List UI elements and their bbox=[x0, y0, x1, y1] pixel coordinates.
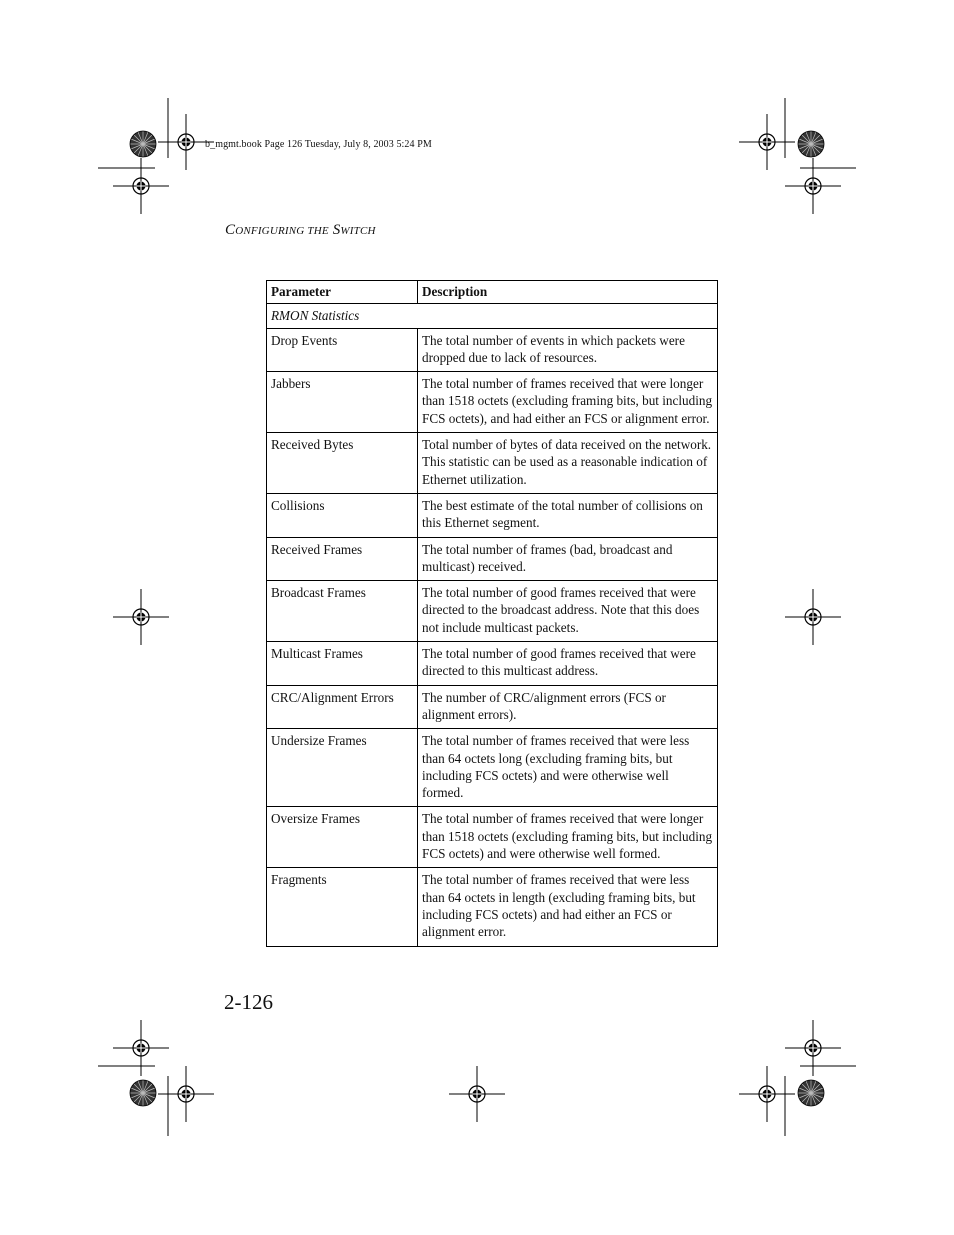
parameter-cell: Collisions bbox=[267, 493, 418, 537]
parameter-cell: Fragments bbox=[267, 868, 418, 946]
parameter-cell: Drop Events bbox=[267, 328, 418, 372]
column-header-description: Description bbox=[418, 281, 718, 304]
table-section-row bbox=[267, 304, 718, 328]
starburst-mark-bottom-right bbox=[798, 1080, 824, 1106]
parameter-cell: Received Frames bbox=[267, 537, 418, 581]
description-cell: The total number of frames received that were less than 64 octets long (excluding framing bits, but including FCS octets) and were otherwise well formed. bbox=[418, 729, 718, 807]
table-row bbox=[267, 372, 718, 433]
running-head bbox=[225, 222, 376, 239]
parameter-cell: Received Bytes bbox=[267, 433, 418, 494]
description-cell: The number of CRC/alignment errors (FCS or alignment errors). bbox=[418, 685, 718, 729]
description-cell: The total number of good frames received that were directed to this multicast address. bbox=[418, 642, 718, 686]
registration-target-icon bbox=[785, 1020, 841, 1076]
parameter-cell: Undersize Frames bbox=[267, 729, 418, 807]
description-cell: The total number of good frames received that were directed to the broadcast address. Note that this does not include multicast packets. bbox=[418, 581, 718, 642]
table-row bbox=[267, 685, 718, 729]
running-head-small-1: ONFIGURING THE bbox=[235, 225, 329, 237]
running-head-small-2: WITCH bbox=[340, 225, 376, 237]
description-cell: The total number of events in which packets were dropped due to lack of resources. bbox=[418, 328, 718, 372]
starburst-mark-top-left bbox=[130, 131, 156, 157]
table-row bbox=[267, 868, 718, 946]
parameter-cell: Multicast Frames bbox=[267, 642, 418, 686]
table-row bbox=[267, 807, 718, 868]
file-info-line: b_mgmt.book Page 126 Tuesday, July 8, 2003 5:24 PM bbox=[205, 139, 432, 150]
description-cell: The total number of frames (bad, broadcast and multicast) received. bbox=[418, 537, 718, 581]
section-title: RMON Statistics bbox=[267, 304, 718, 328]
registration-target-icon bbox=[785, 158, 841, 214]
description-cell: The total number of frames received that were less than 64 octets in length (excluding framing bits, but including FCS octets) and had either an FCS or alignment error. bbox=[418, 868, 718, 946]
parameter-cell: Broadcast Frames bbox=[267, 581, 418, 642]
table-row bbox=[267, 433, 718, 494]
table-row bbox=[267, 328, 718, 372]
registration-target-icon bbox=[113, 1020, 169, 1076]
starburst-mark-top-right bbox=[798, 131, 824, 157]
running-head-cap-1: C bbox=[225, 222, 236, 238]
table-row bbox=[267, 642, 718, 686]
table-row bbox=[267, 581, 718, 642]
description-cell: The best estimate of the total number of collisions on this Ethernet segment. bbox=[418, 493, 718, 537]
running-head-cap-2: S bbox=[332, 222, 341, 238]
description-cell: The total number of frames received that were longer than 1518 octets (excluding framing bits, but including FCS octets) and were otherwise well formed. bbox=[418, 807, 718, 868]
starburst-mark-bottom-left bbox=[130, 1080, 156, 1106]
page-number: 2-126 bbox=[224, 990, 273, 1014]
registration-target-icon bbox=[785, 589, 841, 645]
table-header-row bbox=[267, 281, 718, 304]
registration-target-icon bbox=[739, 1066, 795, 1122]
parameter-cell: Oversize Frames bbox=[267, 807, 418, 868]
table-row bbox=[267, 493, 718, 537]
table-row bbox=[267, 537, 718, 581]
rmon-statistics-table bbox=[266, 280, 718, 947]
registration-target-icon bbox=[158, 1066, 214, 1122]
registration-target-icon bbox=[739, 114, 795, 170]
registration-target-icon bbox=[449, 1066, 505, 1122]
crop-marks-top bbox=[98, 98, 856, 168]
column-header-parameter: Parameter bbox=[267, 281, 418, 304]
registration-target-icon bbox=[113, 158, 169, 214]
description-cell: Total number of bytes of data received on the network. This statistic can be used as a reasonable indication of Ethernet utilization. bbox=[418, 433, 718, 494]
registration-target-icon bbox=[113, 589, 169, 645]
parameter-cell: Jabbers bbox=[267, 372, 418, 433]
parameter-cell: CRC/Alignment Errors bbox=[267, 685, 418, 729]
table-row bbox=[267, 729, 718, 807]
description-cell: The total number of frames received that were longer than 1518 octets (excluding framing bits, but including FCS octets), and had either an FCS or alignment error. bbox=[418, 372, 718, 433]
